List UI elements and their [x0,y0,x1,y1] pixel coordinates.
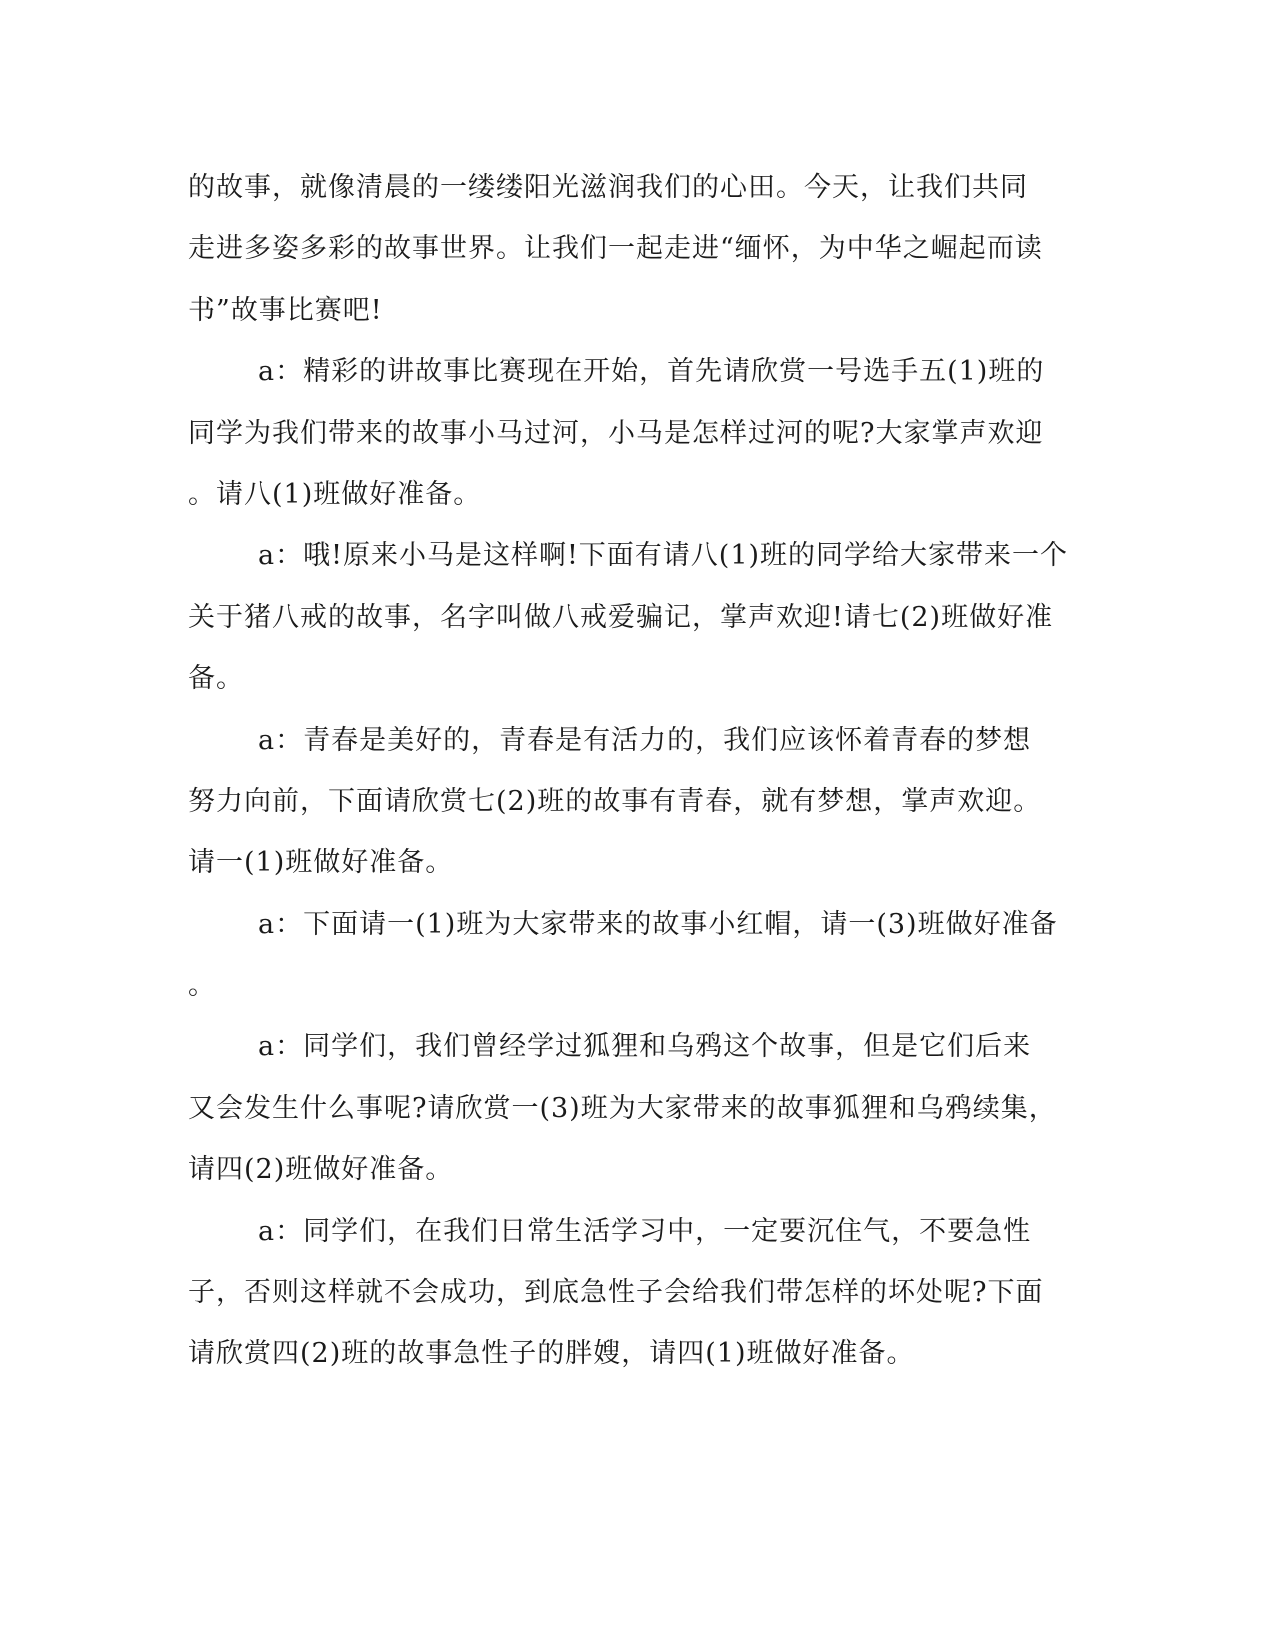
text-line: 请欣赏四(2)班的故事急性子的胖嫂，请四(1)班做好准备。 [188,1338,915,1370]
paragraph-start-line: a：下面请一(1)班为大家带来的故事小红帽，请一(3)班做好准备 [258,908,1058,940]
text-line: 又会发生什么事呢?请欣赏一(3)班为大家带来的故事狐狸和乌鸦续集， [188,1092,1057,1124]
text-line: 同学为我们带来的故事小马过河，小马是怎样过河的呢?大家掌声欢迎 [188,417,1044,449]
text-line: 的故事，就像清晨的一缕缕阳光滋润我们的心田。今天，让我们共同 [188,172,1028,203]
text-line: 走进多姿多彩的故事世界。让我们一起走进“缅怀，为中华之崛起而读 [188,233,1043,265]
paragraph-start-line: a：同学们，在我们日常生活学习中，一定要沉住气，不要急性 [258,1215,1032,1247]
paragraph-start-line: a：同学们，我们曾经学过狐狸和乌鸦这个故事，但是它们后来 [258,1031,1032,1063]
paragraph-start-line: a：哦!原来小马是这样啊!下面有请八(1)班的同学给大家带来一个 [258,540,1069,572]
document-body [188,157,1088,1385]
paragraph-start-line: a：精彩的讲故事比赛现在开始，首先请欣赏一号选手五(1)班的 [258,356,1045,388]
text-line: 请四(2)班做好准备。 [188,1154,454,1186]
text-line: 备。 [188,663,244,695]
text-line: 努力向前，下面请欣赏七(2)班的故事有青春，就有梦想，掌声欢迎。 [188,785,1042,817]
text-line: 。 [188,970,216,1002]
paragraph-start-line: a：青春是美好的，青春是有活力的，我们应该怀着青春的梦想 [258,724,1032,756]
text-line: 关于猪八戒的故事，名字叫做八戒爱骗记，掌声欢迎!请七(2)班做好准 [188,601,1054,633]
text-line: 书”故事比赛吧! [188,294,383,326]
text-line: 。请八(1)班做好准备。 [188,478,482,510]
text-line: 请一(1)班做好准备。 [188,847,454,879]
text-line: 子，否则这样就不会成功，到底急性子会给我们带怎样的坏处呢?下面 [188,1277,1044,1309]
